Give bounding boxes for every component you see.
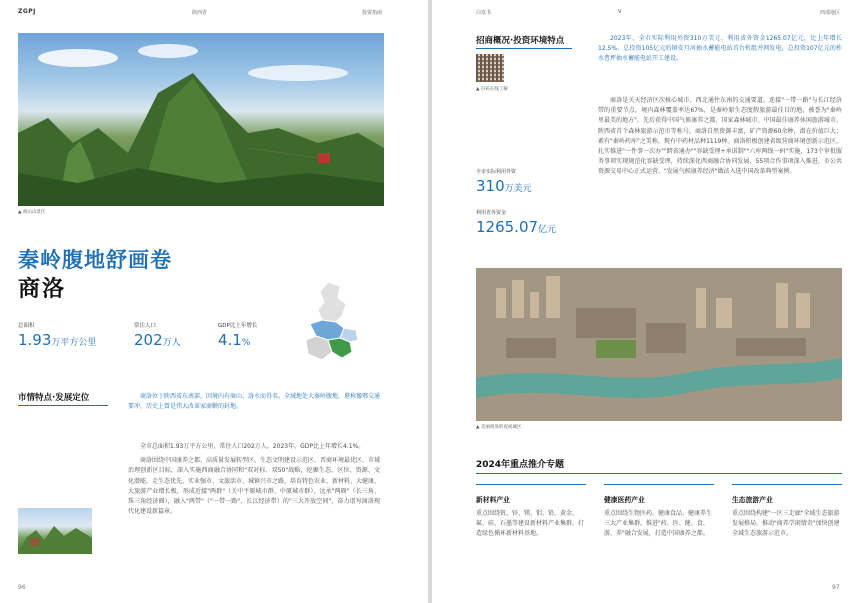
- scenic-thumbnail: [18, 508, 92, 554]
- card-text-tourism: 重点围绕构建"一区三走廊"全域生态旅游发展格局，推动"商养学闲情奇"加快创建全域生态旅游示范市。: [732, 510, 840, 538]
- card-text-health: 重点围绕生物医药、健康食品、健康养生三大产业集群，推进"药、医、健、食、游、养"融合发展，打造中国康养之都。: [604, 510, 713, 538]
- page-title: 秦岭腹地舒画卷: [18, 248, 172, 272]
- card-title-health: 健康医药产业: [604, 496, 645, 504]
- qr-caption: ▲ 扫码在线了解: [476, 87, 508, 92]
- intro-paragraph: [128, 392, 380, 416]
- stat-gdp-label: GDP比上年增长: [218, 323, 258, 329]
- mountain-illustration: [18, 33, 384, 206]
- stat-area-value: 1.93万平方公里: [18, 331, 97, 349]
- header-center-right: V: [618, 9, 622, 15]
- scenic-illustration: [18, 508, 92, 554]
- header-logo: ZGPJ: [18, 8, 36, 15]
- card-title-tourism: 生态旅游产业: [732, 496, 773, 504]
- main-paragraph-text: 商洛是关天经济区次核心城市、西北通往东南的交通要道，连接"一带一路"与长江经济带的重要节点。境内森林覆盖率达67%，是秦岭原生态度假旅游最佳目的地，被誉为"秦岭里最美的地方"，先后获得中国气候康养之都、国家森林城市、中国最佳康养休闲旅游城市、陕西省首个森林旅游示范市等称号。商洛自然资源丰富，矿产资源60余种，潜在价值巨大；素有"秦岭药库"之美称，现有中药材品种1119种。商洛积极创建省级营商环境创新示范区，扎实推进"一件事一次办""跨省通办""容缺受理+承诺制""六库两线一码"实施，173个审批服务事项实现规范化容缺受理，持续深化西商融合协同发展，55项合作事项深入推进，市公共资源交易中心正式运营，"发展气候康养经济"做法入选中国改革典型案例。: [598, 97, 842, 176]
- section-title-investment: 招商概况·投资环境特点: [476, 34, 572, 49]
- header-left: 白皮书: [476, 10, 492, 16]
- province-map: [300, 280, 362, 364]
- investment-summary-text: 2023年，全市实际利用外资310万美元，利用省外资金1265.07亿元，比上年增长12.5%。总投资105亿元的镇安月河抽水蓄能电站首台机组并网发电，总投资107亿元的柞水曹坪抽水蓄能电站开工建设。: [598, 35, 842, 63]
- card-title-materials: 新材料产业: [476, 496, 510, 504]
- stat-gdp-value: 4.1%: [218, 331, 251, 349]
- card-text-materials: 重点围绕钒、锌、镁、钼、铅、黄金、氟、硅、石墨等建设新材料产业集群，打造绿色循环新材料基地。: [476, 510, 585, 538]
- header-right-page: 西部地区: [820, 10, 841, 16]
- card-rule-2: [604, 484, 714, 485]
- header-center: 陕西省: [192, 10, 208, 16]
- body-paragraph-2: 商洛围绕中国康养之都、高质量发展转型区、生态文明建设示范区、晋商环境最优区、市域治理创新区目标，深入实施西商融合协同和"双对标、双50"战略，挖掘生态、区位、资源、文化潜能，走生态优先、实业强市、文旅活市、城镇兴市之路，培育特色农业、新材料、大健康、大旅游产业增长极，形成近接"两群"（关中平原城市群、中原城市群）、远承"两圈"（长三角、珠三角经济圈），融入"两带"（"一带一路"、长江经济带）的"三大开放空间"，奋力谱写商洛现代化建设新篇章。: [128, 457, 381, 516]
- city-illustration: [476, 268, 842, 421]
- stat-fdi-label: 全市实际利用外资: [476, 169, 517, 175]
- card-rule-1: [476, 484, 586, 485]
- body-text: [128, 442, 380, 521]
- section-title-city: 市情特点·发展定位: [18, 391, 108, 406]
- stat-area-label: 总面积: [18, 323, 35, 329]
- page-number-left: 96: [18, 584, 26, 591]
- left-page: [0, 0, 428, 603]
- mountain-photo: [18, 33, 384, 206]
- city-photo-caption: ▲ 美丽商洛的夜间城区: [476, 425, 522, 430]
- city-aerial-photo: [476, 268, 842, 421]
- main-paragraph: [598, 96, 842, 182]
- city-name: 商洛: [18, 277, 67, 302]
- page-number-right: 97: [832, 584, 840, 591]
- header-right: 投资指南: [362, 10, 383, 16]
- focus-section-title: 2024年重点推介专题: [476, 457, 842, 474]
- intro-text: 商洛位于陕西省东南部，因境内有商山、洛水而得名。全域地处大秦岭腹地，堪称豫鄂交通要冲，历史上曾是伟大改革家商鞅的封地。: [128, 393, 381, 411]
- card-rule-3: [732, 484, 842, 485]
- stat-domestic-label: 利用省外资金: [476, 210, 507, 216]
- qr-code[interactable]: [476, 54, 504, 82]
- body-paragraph-1: 全市总面积1.93万平方公里，常住人口202万人。2023年，GDP比上年增长4.1%。: [140, 443, 365, 450]
- stat-fdi-value: 310万美元: [476, 177, 532, 195]
- investment-summary: [598, 34, 842, 69]
- stat-domestic-value: 1265.07亿元: [476, 218, 557, 236]
- stat-population-value: 202万人: [134, 331, 181, 349]
- stat-population-label: 常住人口: [134, 323, 157, 329]
- photo-caption: ▲ 商山山景区: [18, 210, 46, 215]
